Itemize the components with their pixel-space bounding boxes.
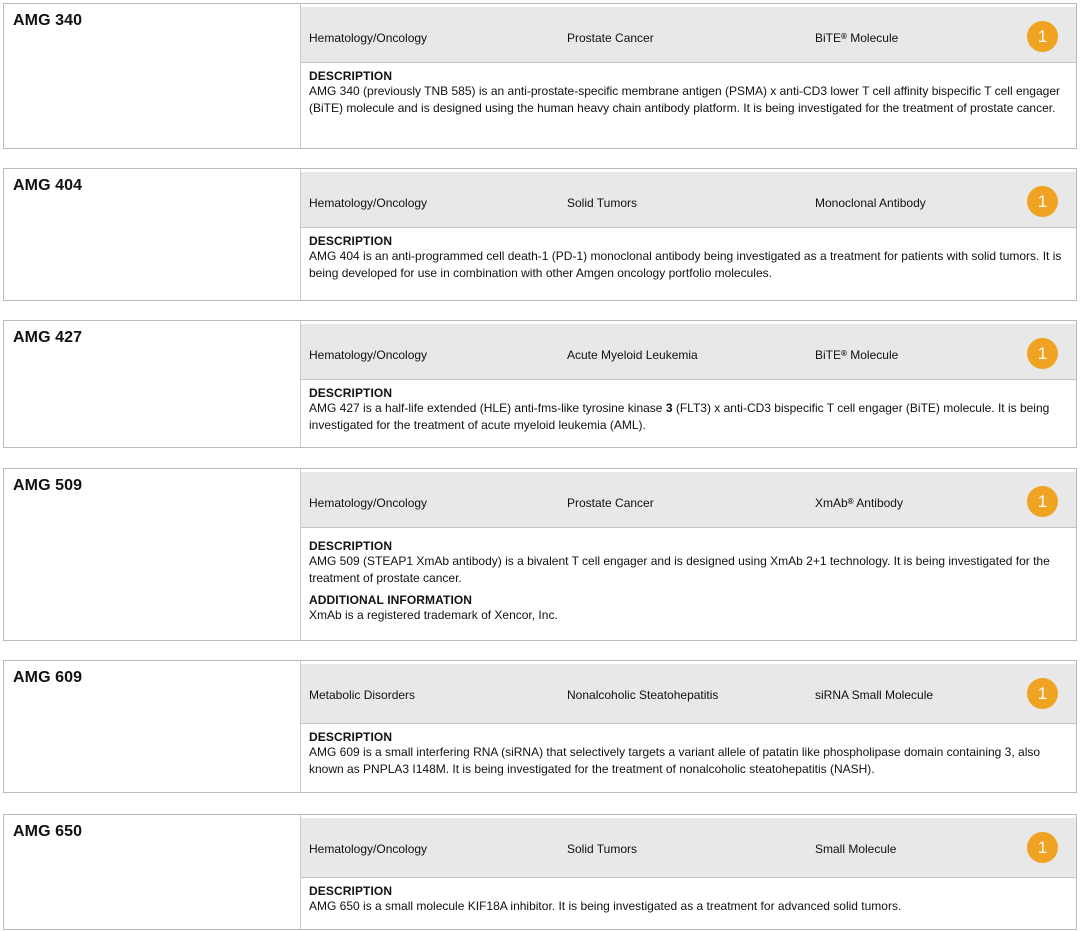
description-text xyxy=(309,400,1068,433)
phase-badge: 1 xyxy=(1027,338,1058,369)
card-details xyxy=(301,815,1076,929)
molecule-name: AMG 404 xyxy=(4,169,301,300)
description-text: AMG 509 (STEAP1 XmAb antibody) is a bivalent T cell engager and is designed using XmAb 2+1 technology. It is being investigated for the treatment of prostate cancer. xyxy=(309,554,1050,585)
pipeline-card xyxy=(3,3,1077,149)
description-text: AMG 609 is a small interfering RNA (siRNA) that selectively targets a variant allele of patatin like phospholipase domain containing 3, also known as PNPLA3 I148M. It is being investigated for the treatment of nonalcoholic steatohepatitis (NASH). xyxy=(309,745,1041,776)
phase-badge: 1 xyxy=(1027,21,1058,52)
modality-name: XmAb xyxy=(815,496,848,510)
pipeline-card xyxy=(3,814,1077,930)
description-section xyxy=(301,528,1076,632)
modality-suffix: Antibody xyxy=(853,496,903,510)
modality: siRNA Small Molecule xyxy=(815,688,934,702)
therapeutic-area: Hematology/Oncology xyxy=(309,196,428,210)
modality: Small Molecule xyxy=(815,842,897,856)
description-bold: 3 xyxy=(665,401,673,415)
card-details xyxy=(301,169,1076,300)
therapeutic-area: Hematology/Oncology xyxy=(309,31,428,45)
meta-row xyxy=(301,469,1076,528)
description-text: AMG 404 is an anti-programmed cell death-1 (PD-1) monoclonal antibody being investigated as a treatment for patients with solid tumors. It is being developed for use in combination with other Amgen oncology portfolio molecules. xyxy=(309,249,1062,280)
modality-suffix: Molecule xyxy=(846,348,899,362)
modality xyxy=(815,31,898,45)
description-section xyxy=(301,724,1076,785)
indication: Nonalcoholic Steatohepatitis xyxy=(567,688,719,702)
description-heading: DESCRIPTION xyxy=(309,539,393,553)
molecule-name: AMG 340 xyxy=(4,4,301,148)
indication: Acute Myeloid Leukemia xyxy=(567,348,698,362)
phase-badge: 1 xyxy=(1027,186,1058,217)
pipeline-card xyxy=(3,168,1077,301)
modality-suffix: Molecule xyxy=(846,31,899,45)
meta-row xyxy=(301,321,1076,380)
molecule-name: AMG 650 xyxy=(4,815,301,929)
description-section xyxy=(301,228,1076,289)
description-part: AMG 427 is a half-life extended (HLE) anti-fms-like tyrosine kinase xyxy=(309,401,666,415)
molecule-name: AMG 609 xyxy=(4,661,301,792)
indication: Prostate Cancer xyxy=(567,31,654,45)
additional-info-text: XmAb is a registered trademark of Xencor, Inc. xyxy=(309,608,558,622)
modality xyxy=(815,496,903,510)
description-heading: DESCRIPTION xyxy=(309,386,393,400)
additional-info-heading: ADDITIONAL INFORMATION xyxy=(309,593,473,607)
molecule-name: AMG 427 xyxy=(4,321,301,447)
modality xyxy=(815,348,898,362)
registered-mark: ® xyxy=(847,497,854,506)
pipeline-card xyxy=(3,468,1077,641)
therapeutic-area: Hematology/Oncology xyxy=(309,496,428,510)
description-text: AMG 340 (previously TNB 585) is an anti-prostate-specific membrane antigen (PSMA) x anti-CD3 lower T cell affinity bispecific T cell engager (BiTE) molecule and is designed using the human heavy chain antibody platform. It is being investigated for the treatment of prostate cancer. xyxy=(309,84,1060,115)
description-text: AMG 650 is a small molecule KIF18A inhibitor. It is being investigated as a treatment for advanced solid tumors. xyxy=(309,899,902,913)
pipeline-card xyxy=(3,320,1077,448)
card-details xyxy=(301,321,1076,447)
phase-badge: 1 xyxy=(1027,486,1058,517)
meta-row xyxy=(301,169,1076,228)
description-heading: DESCRIPTION xyxy=(309,730,393,744)
molecule-name: AMG 509 xyxy=(4,469,301,640)
therapeutic-area: Metabolic Disorders xyxy=(309,688,416,702)
meta-row xyxy=(301,4,1076,63)
card-details xyxy=(301,469,1076,640)
therapeutic-area: Hematology/Oncology xyxy=(309,348,428,362)
meta-row xyxy=(301,815,1076,878)
registered-mark: ® xyxy=(841,349,847,358)
phase-badge: 1 xyxy=(1027,678,1058,709)
description-heading: DESCRIPTION xyxy=(309,234,393,248)
indication: Solid Tumors xyxy=(567,196,638,210)
phase-badge: 1 xyxy=(1027,832,1058,863)
meta-row xyxy=(301,661,1076,724)
description-section xyxy=(301,63,1076,124)
modality-name: BiTE xyxy=(815,348,842,362)
description-part: (FLT3) x anti-CD3 bispecific T cell engager (BiTE) molecule. It is being investigated for the treatment of acute myeloid leukemia (AML). xyxy=(309,401,1050,432)
card-details xyxy=(301,4,1076,148)
description-section xyxy=(301,380,1076,441)
indication: Prostate Cancer xyxy=(567,496,654,510)
description-heading: DESCRIPTION xyxy=(309,69,393,83)
registered-mark: ® xyxy=(841,32,847,41)
indication: Solid Tumors xyxy=(567,842,638,856)
description-section xyxy=(301,878,1076,923)
modality-name: BiTE xyxy=(815,31,842,45)
card-details xyxy=(301,661,1076,792)
pipeline-card xyxy=(3,660,1077,793)
description-heading: DESCRIPTION xyxy=(309,884,393,898)
therapeutic-area: Hematology/Oncology xyxy=(309,842,428,856)
modality: Monoclonal Antibody xyxy=(815,196,926,210)
